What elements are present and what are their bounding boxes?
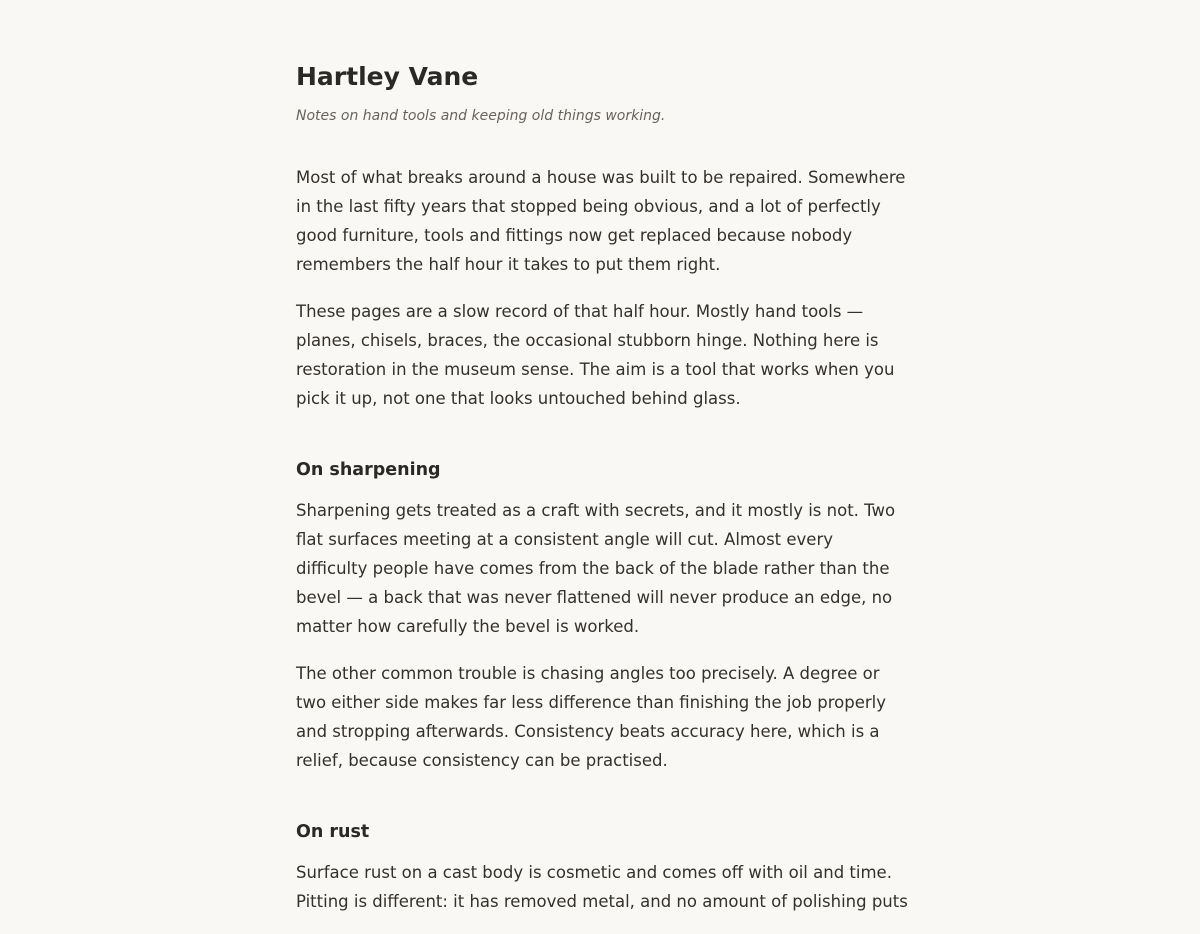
- section-heading: On rust: [296, 822, 370, 842]
- site-tagline: Notes on hand tools and keeping old things working.: [296, 108, 666, 124]
- intro-paragraph: These pages are a slow record of that half hour. Mostly hand tools — planes, chisels, braces, the occasional stubborn hinge. Nothing here is restoration in the museum sense. The aim is a tool that works when you pick it up, not one that looks untouched behind glass.: [296, 302, 895, 408]
- intro-paragraph: Most of what breaks around a house was built to be repaired. Somewhere in the last fifty years that stopped being obvious, and a lot of perfectly good furniture, tools and fittings now get replaced because nobody remembers the half hour it takes to put them right.: [296, 168, 906, 274]
- section-paragraph: Sharpening gets treated as a craft with secrets, and it mostly is not. Two flat surfaces meeting at a consistent angle will cut. Almost every difficulty people have comes from the back of the blade rather than the bevel — a back that was never flattened will never produce an edge, no matter how carefully the bevel is worked.: [296, 501, 896, 636]
- article: [296, 58, 908, 934]
- site-header: [296, 58, 908, 127]
- section-rust: [296, 818, 908, 916]
- section-heading: On sharpening: [296, 460, 441, 480]
- section-paragraph: Surface rust on a cast body is cosmetic and comes off with oil and time. Pitting is different: it has removed metal, and no amount of polishing puts: [296, 863, 908, 911]
- section-paragraph: The other common trouble is chasing angles too precisely. A degree or two either side makes far less difference than finishing the job properly and stropping afterwards. Consistency beats accuracy here, which is a relief, because consistency can be practised.: [296, 664, 886, 770]
- section-sharpening: [296, 456, 908, 775]
- site-title: Hartley Vane: [296, 62, 479, 91]
- intro-section: [296, 163, 908, 413]
